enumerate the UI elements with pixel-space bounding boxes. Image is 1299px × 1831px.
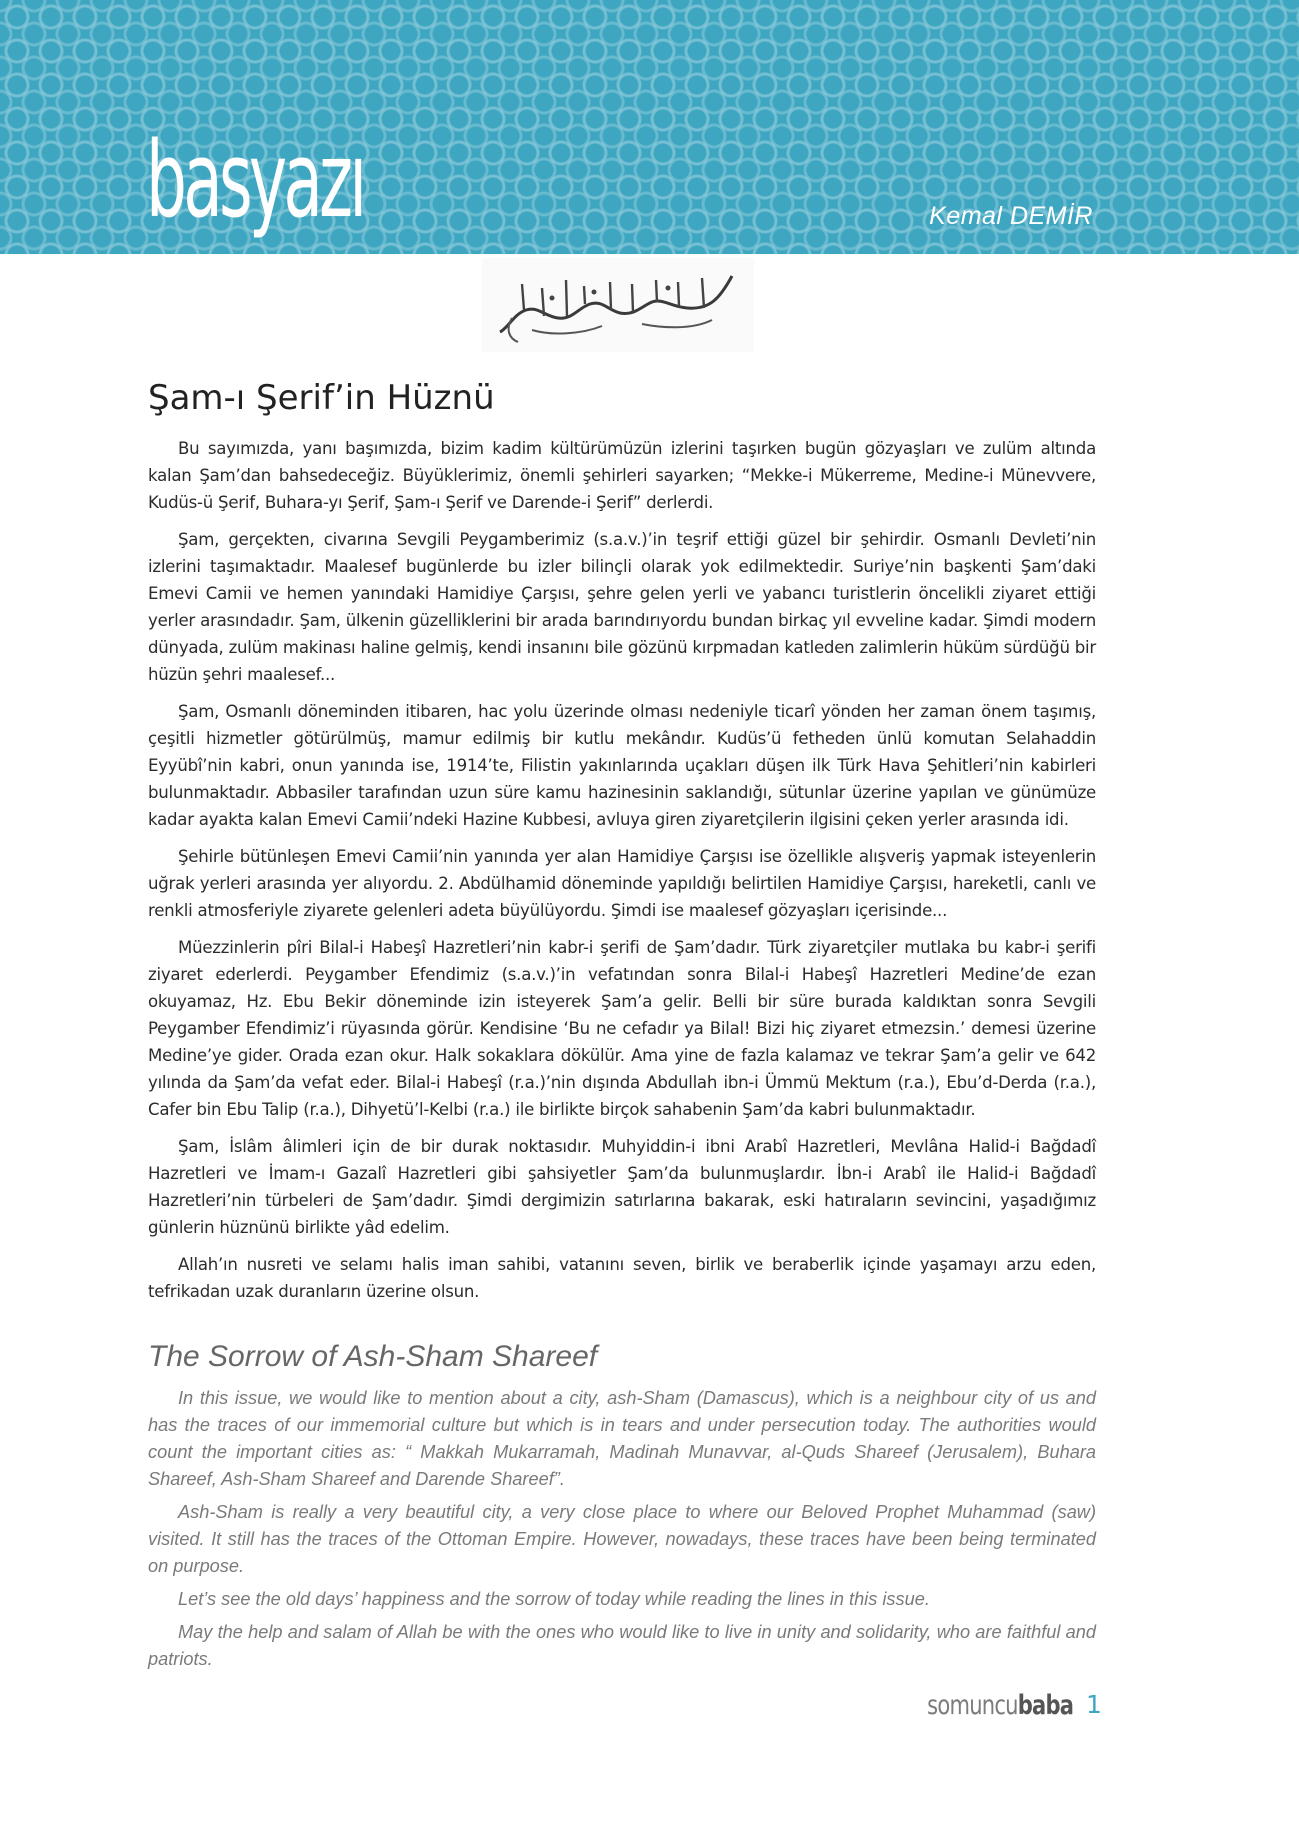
paragraph-tr: Bu sayımızda, yanı başımızda, bizim kadim kültürümüzün izlerini taşırken bugün gözyaşları ve zulüm altında kalan Şam’dan bahsedeceğiz. Büyüklerimiz, önemli şehirleri sayarken; “Mekke-i Mükerreme, Medine-i Münevvere, Kudüs-ü Şerif, Buhara-yı Şerif, Şam-ı Şerif ve Darende-i Şerif” derlerdi. [148,438,1096,512]
paragraph-en: Let’s see the old days’ happiness and the sorrow of today while reading the lines in this issue. [178,1588,930,1609]
paragraph-en: Ash-Sham is really a very beautiful city, a very close place to where our Beloved Prophet Muhammad (saw) visited. It still has the traces of the Ottoman Empire. However, nowadays, these traces have been being terminated on purpose. [148,1501,1096,1576]
paragraph-tr: Allah’ın nusreti ve selamı halis iman sahibi, vatanını seven, birlik ve beraberlik içinde yaşamayı arzu eden, tefrikadan uzak duranların üzerine olsun. [148,1254,1096,1301]
page-number: 1 [1086,1690,1102,1719]
paragraph-en: May the help and salam of Allah be with the ones who would like to live in unity and solidarity, who are faithful and patriots. [148,1621,1096,1669]
article-title-en: The Sorrow of Ash-Sham Shareef [148,1339,598,1373]
paragraph-en: In this issue, we would like to mention about a city, ash-Sham (Damascus), which is a neighbour city of us and has the traces of our immemorial culture but which is in tears and under persecution today. The authorities would count the important cities as: “ Makkah Mukarramah, Madinah Munavvar, al-Quds Shareef (Jerusalem), Buhara Shareef, Ash-Sham Shareef and Darende Shareef”. [148,1387,1096,1489]
brand-bold: baba [1017,1690,1073,1721]
magazine-brand [927,1690,1073,1721]
paragraph-tr: Şam, Osmanlı döneminden itibaren, hac yolu üzerinde olması nedeniyle ticarî yönden her zaman önem taşımış, çeşitli hizmetler götürülmüş, mamur edilmiş bir kutlu mekândır. Kudüs’ü fetheden ünlü komutan Selahaddin Eyyübî’nin kabri, onun yanında ise, 1914’te, Filistin yakınlarında uçakları düşen ilk Türk Hava Şehitleri’nin kabirleri bulunmaktadır. Abbasiler tarafından uzun süre kamu hazinesinin saklandığı, sütunlar üzerine yapılan ve günümüze kadar ayakta kalan Emevi Camii’ndeki Hazine Kubbesi, avluya giren ziyaretçilerin ilgisini çeken yerler arasında idi. [148,701,1096,829]
article-title-tr: Şam-ı Şerif’in Hüznü [148,378,495,418]
paragraph-tr: Şam, gerçekten, civarına Sevgili Peygamberimiz (s.a.v.)’in teşrif ettiği güzel bir şehirdir. Osmanlı Devleti’nin izlerini taşımaktadır. Maalesef bugünlerde bu izler bilinçli olarak yok edilmektedir. Suriye’nin başkenti Şam’daki Emevi Camii ve hemen yanındaki Hamidiye Çarşısı, şehre gelen yerli ve yabancı turistlerin öncelikli ziyaret ettiği yerler arasındadır. Şam, ülkenin güzelliklerini bir arada barındırıyordu bundan birkaç yıl evveline kadar. Şimdi modern dünyada, zulüm makinası haline gelmiş, kendi insanını bile gözünü kırpmadan katleden zalimlerin hüküm sürdüğü bir hüzün şehri maalesef... [148,529,1096,684]
article-body [148,378,1096,1679]
brand-light: somuncu [927,1690,1018,1721]
author-name: Kemal DEMİR [929,202,1093,230]
paragraph-tr: Şehirle bütünleşen Emevi Camii’nin yanında yer alan Hamidiye Çarşısı ise özellikle alışveriş yapmak isteyenlerin uğrak yerleri arasında yer alıyordu. 2. Abdülhamid döneminde yapıldığı belirtilen Hamidiye Çarşısı, hareketli, canlı ve renkli atmosferiyle ziyarete gelenleri adeta büyülüyordu. Şimdi ise maalesef gözyaşları içerisinde... [148,846,1096,920]
paragraph-tr: Şam, İslâm âlimleri için de bir durak noktasıdır. Muhyiddin-i ibni Arabî Hazretleri, Mevlâna Halid-i Bağdadî Hazretleri ve İmam-ı Gazalî Hazretleri gibi şahsiyetler Şam’da bulunmuşlardır. İbn-i Arabî ile Halid-i Bağdadî Hazretleri’nin türbeleri de Şam’dadır. Şimdi dergimizin satırlarına bakarak, eski hatıraların sevincini, yaşadığımız günlerin hüznünü birlikte yâd edelim. [148,1136,1096,1237]
calligraphy-image [482,258,754,352]
paragraph-tr: Müezzinlerin pîri Bilal-i Habeşî Hazretleri’nin kabr-i şerifi de Şam’dadır. Türk ziyaretçiler mutlaka bu kabr-i şerifi ziyaret ederlerdi. Peygamber Efendimiz (s.a.v.)’in vefatından sonra Bilal-i Habeşî Hazretleri Medine’de ezan okuyamaz, Hz. Ebu Bekir döneminde izin isteyerek Şam’a gelir. Belli bir süre burada kaldıktan sonra Sevgili Peygamber Efendimiz’i rüyasında görür. Kendisine ‘Bu ne cefadır ya Bilal! Bizi hiç ziyaret etmezsin.’ demesi üzerine Medine’ye gider. Orada ezan okur. Halk sokaklara dökülür. Ama yine de fazla kalamaz ve tekrar Şam’a gelir ve 642 yılında da Şam’da vefat eder. Bilal-i Habeşî (r.a.)’nin dışında Abdullah ibn-i Ümmü Mektum (r.a.), Ebu’d-Derda (r.a.), Cafer bin Ebu Talip (r.a.), Dihyetü’l-Kelbi (r.a.) ile birlikte birçok sahabenin Şam’da kabri bulunmaktadır. [148,937,1096,1119]
header-banner [0,0,1299,254]
basmala-calligraphy [482,258,754,352]
section-title: basyazı [146,119,364,241]
